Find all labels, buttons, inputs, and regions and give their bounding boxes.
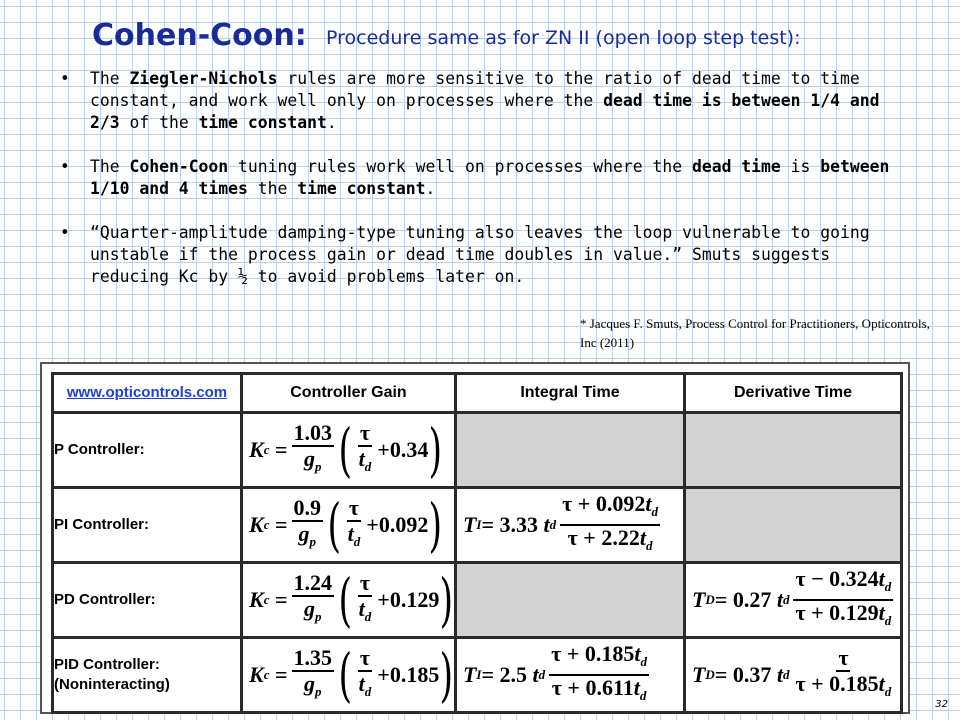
fraction-term: τ + 0.185	[551, 641, 635, 666]
fraction-numerator: 0.9	[293, 495, 322, 520]
formula-symbol: t	[776, 662, 783, 687]
formula-equals: =	[274, 587, 288, 612]
fraction-numerator: 1.24	[293, 570, 333, 595]
empty-derivative-cell	[684, 413, 901, 488]
formula-symbol: T	[462, 662, 477, 687]
bullet-bold-text: between 1/10 and 4 times	[90, 157, 890, 198]
formula-subscript: d	[782, 592, 790, 607]
formula-symbol: T	[691, 662, 706, 687]
row-label-pid	[53, 638, 242, 713]
header-integral-time: Integral Time	[455, 374, 684, 413]
fraction-numerator: 1.03	[293, 420, 333, 445]
integral-formula-pid	[455, 638, 684, 713]
formula-fraction	[292, 421, 335, 479]
bullet-text: of the	[119, 113, 199, 132]
formula-symbol: g	[304, 446, 316, 471]
formula-subscript: p	[315, 684, 322, 699]
formula-subscript: I	[476, 517, 482, 532]
formula	[457, 492, 683, 558]
formula-subscript: d	[364, 459, 372, 474]
fraction-term: τ + 0.129	[795, 600, 879, 625]
bullet-text: “Quarter-amplitude damping-type tuning also leaves the loop vulnerable to going unstable if the process gain or dead time doubles in value.” Smuts suggests reducing Kc by ½ to avoid problems later on.	[90, 223, 870, 286]
fraction-numerator: 1.35	[293, 645, 333, 670]
bullet-text: The	[90, 69, 130, 88]
formula-subscript: c	[263, 667, 270, 682]
formula-subscript: d	[651, 504, 658, 519]
table-row	[53, 488, 902, 563]
formula-subscript: p	[309, 534, 317, 549]
formula-fraction	[346, 496, 363, 554]
formula-symbol: t	[358, 671, 365, 696]
bullet-quarter-amplitude	[56, 222, 896, 288]
formula-equals: =	[274, 662, 288, 687]
fraction-denominator	[793, 601, 893, 633]
fraction-denominator	[566, 526, 655, 558]
bullet-list	[56, 68, 896, 310]
fraction-term: τ + 2.22	[567, 525, 640, 550]
bullet-text: .	[326, 113, 337, 132]
formula-subscript: p	[315, 459, 322, 474]
empty-derivative-cell	[684, 488, 901, 563]
bullet-marker: •	[60, 223, 70, 242]
gain-formula-pid	[242, 638, 456, 713]
page-number: 32	[935, 699, 948, 710]
bullet-bold-text: dead time	[691, 157, 781, 176]
formula-subscript: D	[705, 592, 715, 607]
slide-title: Cohen-Coon:	[92, 18, 307, 53]
bullet-bold-text: time constant	[297, 179, 426, 198]
formula-subscript: d	[782, 667, 790, 682]
tuning-table-frame	[40, 362, 910, 714]
fraction-term: τ + 0.092	[562, 491, 646, 516]
formula-symbol: t	[878, 566, 885, 591]
formula-coefficient: = 3.33	[481, 512, 539, 537]
formula-subscript: p	[315, 609, 322, 624]
bullet-text: The	[90, 157, 130, 176]
formula-subscript: I	[476, 667, 482, 682]
formula-symbol: T	[691, 587, 706, 612]
formula-fraction	[549, 642, 649, 708]
fraction-denominator	[302, 597, 324, 629]
formula-symbol: t	[347, 521, 354, 546]
formula-symbol: K	[249, 512, 264, 537]
row-label-text: PID Controller:	[54, 656, 160, 673]
formula-subscript: d	[884, 613, 892, 628]
bullet-text: the	[247, 179, 298, 198]
formula-symbol: t	[776, 587, 783, 612]
formula-symbol: K	[249, 437, 264, 462]
formula	[243, 491, 454, 559]
formula-fraction	[560, 492, 660, 558]
header-website-cell	[53, 374, 242, 413]
left-paren: (	[327, 491, 342, 559]
formula-symbol: t	[645, 491, 652, 516]
gain-formula-pd	[242, 563, 456, 638]
table-row	[53, 563, 902, 638]
formula-subscript: d	[549, 517, 557, 532]
left-paren: (	[338, 566, 353, 634]
right-paren: )	[428, 416, 443, 484]
empty-integral-cell	[455, 413, 684, 488]
empty-integral-cell	[455, 563, 684, 638]
formula-subscript: c	[263, 517, 270, 532]
fraction-numerator	[560, 492, 660, 526]
fraction-numerator: τ	[348, 495, 360, 520]
formula-subscript: d	[645, 538, 653, 553]
formula-coefficient: = 0.27	[714, 587, 772, 612]
derivative-formula-pid	[684, 638, 901, 713]
fraction-term: τ − 0.324	[795, 566, 879, 591]
formula-symbol: K	[249, 662, 264, 687]
formula-symbol: g	[304, 671, 316, 696]
header-derivative-time: Derivative Time	[684, 374, 901, 413]
table-row	[53, 638, 902, 713]
row-label-p: P Controller:	[53, 413, 242, 488]
bullet-marker: •	[60, 157, 70, 176]
right-paren: )	[439, 641, 454, 709]
formula	[243, 641, 454, 709]
formula-constant: +0.34	[377, 437, 429, 462]
website-link[interactable]: www.opticontrols.com	[66, 384, 228, 401]
formula-constant: +0.092	[366, 512, 429, 537]
bullet-bold-text: time constant	[198, 113, 327, 132]
formula-coefficient: = 2.5	[481, 662, 528, 687]
formula-symbol: t	[878, 600, 885, 625]
bullet-cohen-coon	[56, 156, 896, 200]
formula-symbol: t	[639, 525, 646, 550]
formula-fraction	[793, 567, 893, 633]
formula-fraction	[292, 571, 335, 629]
formula-subscript: d	[884, 684, 892, 699]
fraction-denominator	[793, 672, 893, 704]
fraction-numerator	[836, 646, 850, 672]
fraction-numerator: τ	[359, 420, 371, 445]
formula	[686, 567, 900, 633]
formula-fraction	[357, 571, 374, 629]
formula-fraction	[357, 421, 374, 479]
bullet-bold-text: dead time is between 1/4 and 2/3	[90, 91, 880, 132]
formula-symbol: t	[634, 641, 641, 666]
formula-fraction	[292, 646, 335, 704]
bullet-bold-text: Cohen-Coon	[129, 157, 229, 176]
right-paren: )	[439, 566, 454, 634]
table-row	[53, 413, 902, 488]
bullet-marker: •	[60, 69, 70, 88]
formula-symbol: t	[878, 671, 885, 696]
formula-subscript: d	[639, 688, 647, 703]
bullet-text: is	[780, 157, 821, 176]
formula-equals: =	[274, 512, 288, 537]
fraction-denominator	[346, 522, 363, 554]
fraction-term: τ + 0.611	[551, 675, 634, 700]
formula	[243, 416, 454, 484]
formula-symbol: t	[543, 512, 550, 537]
formula-equals: =	[274, 437, 288, 462]
slide-subtitle: Procedure same as for ZN II (open loop step test):	[326, 27, 801, 49]
derivative-formula-pd	[684, 563, 901, 638]
fraction-denominator	[357, 447, 374, 479]
formula-subscript: d	[538, 667, 546, 682]
cohen-coon-tuning-table	[51, 372, 903, 714]
formula-symbol: g	[304, 596, 316, 621]
formula	[243, 566, 454, 634]
gain-formula-p	[242, 413, 456, 488]
row-label-subtext: (Noninteracting)	[54, 676, 170, 693]
formula-symbol: K	[249, 587, 264, 612]
formula	[686, 646, 900, 704]
formula-constant: +0.129	[377, 587, 440, 612]
formula-subscript: d	[884, 579, 892, 594]
fraction-denominator	[550, 676, 649, 708]
row-label-pd: PD Controller:	[53, 563, 242, 638]
fraction-denominator	[357, 597, 374, 629]
left-paren: (	[338, 641, 353, 709]
formula-symbol: g	[298, 521, 310, 546]
formula-symbol: t	[358, 596, 365, 621]
formula-symbol: t	[633, 675, 640, 700]
fraction-numerator: τ	[359, 645, 371, 670]
formula-subscript: c	[263, 592, 270, 607]
fraction-denominator	[302, 447, 324, 479]
bullet-text: rules are more sensitive to the ratio of dead time to time constant, and work well only on processes where the	[90, 69, 860, 110]
left-paren: (	[338, 416, 353, 484]
formula-subscript: d	[353, 534, 361, 549]
fraction-term: τ + 0.185	[795, 671, 879, 696]
right-paren: )	[428, 491, 443, 559]
row-label-pi: PI Controller:	[53, 488, 242, 563]
bullet-text: tuning rules work well on processes where the	[228, 157, 692, 176]
fraction-numerator: τ	[359, 570, 371, 595]
formula-fraction	[292, 496, 324, 554]
formula-subscript: c	[263, 442, 270, 457]
gain-formula-pi	[242, 488, 456, 563]
fraction-denominator	[357, 672, 374, 704]
bullet-text: .	[425, 179, 436, 198]
formula-constant: +0.185	[377, 662, 440, 687]
formula-coefficient: = 0.37	[714, 662, 772, 687]
header-controller-gain: Controller Gain	[242, 374, 456, 413]
formula-symbol: T	[462, 512, 477, 537]
fraction-denominator	[302, 672, 324, 704]
formula-subscript: d	[640, 654, 647, 669]
formula-fraction	[793, 646, 893, 704]
fraction-numerator	[549, 642, 649, 676]
formula-subscript: d	[364, 684, 372, 699]
fraction-numerator	[793, 567, 893, 601]
bullet-ziegler-nichols	[56, 68, 896, 134]
formula	[457, 642, 683, 708]
formula-symbol: t	[532, 662, 539, 687]
bullet-bold-text: Ziegler-Nichols	[129, 69, 278, 88]
formula-fraction	[357, 646, 374, 704]
formula-subscript: D	[705, 667, 715, 682]
fraction-denominator	[297, 522, 319, 554]
formula-subscript: d	[364, 609, 372, 624]
table-header-row	[53, 374, 902, 413]
fraction-term: τ	[838, 645, 849, 670]
formula-symbol: t	[358, 446, 365, 471]
citation-footnote: * Jacques F. Smuts, Process Control for Practitioners, Opticontrols, Inc (2011)	[580, 316, 930, 350]
integral-formula-pi	[455, 488, 684, 563]
